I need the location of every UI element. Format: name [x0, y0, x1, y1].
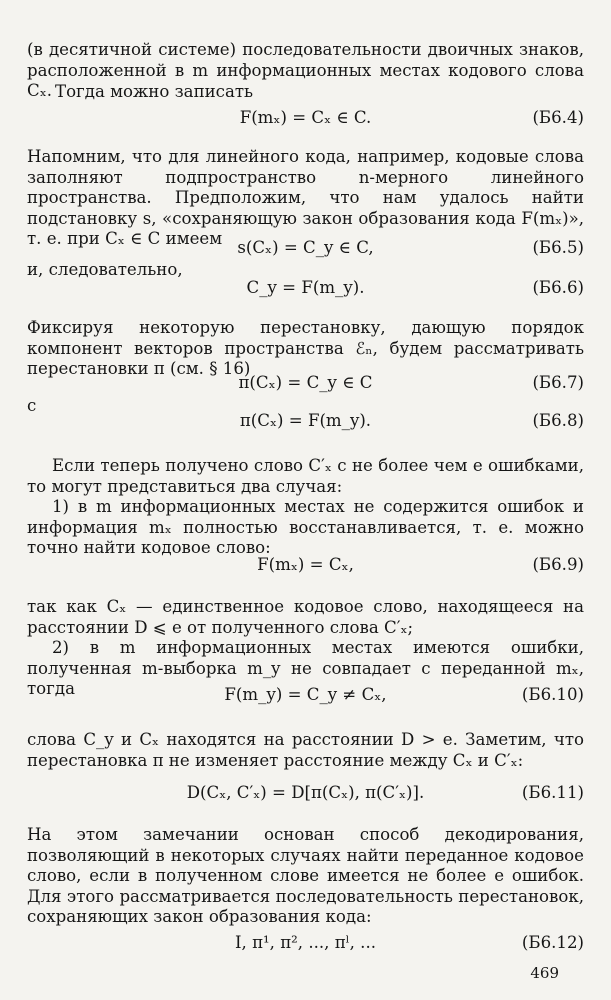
- equation-b6-7: [0, 373, 611, 393]
- equation-number: (Б6.9): [532, 555, 584, 574]
- paragraph-3: Напомним, что для линейного кода, например, кодовые слова заполняют подпространство n-мерного линейного пространства. Предположим, что нам удалось найти подстановку s, «сохраняющую закон образования кода F(mₓ)», т. е. при Cₓ ∈ C имеем: [27, 147, 584, 248]
- equation-b6-8: [0, 411, 611, 431]
- equation-formula: π(Cₓ) = C_y ∈ C: [238, 373, 373, 392]
- paragraph-2: Тогда можно записать: [55, 82, 254, 101]
- paragraph-7: Если теперь получено слово C′ₓ с не более чем e ошибками, то могут представиться два случая:: [27, 456, 584, 496]
- equation-number: (Б6.11): [521, 783, 584, 802]
- equation-formula: F(mₓ) = Cₓ,: [257, 555, 354, 574]
- equation-number: (Б6.6): [532, 278, 584, 297]
- paragraph-6: с: [27, 396, 37, 415]
- page-number: 469: [530, 964, 559, 982]
- paragraph-5: Фиксируя некоторую перестановку, дающую порядок компонент векторов пространства ℰₙ, будем рассматривать перестановки π (см. § 16): [27, 318, 584, 378]
- equation-b6-10: [0, 685, 611, 705]
- equation-b6-5: [0, 238, 611, 258]
- equation-number: (Б6.12): [521, 933, 584, 952]
- equation-number: (Б6.4): [532, 108, 584, 127]
- paragraph-9: так как Cₓ — единственное кодовое слово, находящееся на расстоянии D ⩽ e от полученного слова C′ₓ;: [27, 597, 584, 637]
- paragraph-8: 1) в m информационных местах не содержится ошибок и информация mₓ полностью восстанавливается, т. е. можно точно найти кодовое слово:: [27, 497, 584, 557]
- paragraph-10: 2) в m информационных местах имеются ошибки, полученная m-выборка m_y не совпадает с переданной mₓ, тогда: [27, 638, 584, 698]
- equation-b6-9: [0, 555, 611, 575]
- equation-number: (Б6.7): [532, 373, 584, 392]
- equation-b6-12: [0, 933, 611, 953]
- equation-formula: C_y = F(m_y).: [246, 278, 365, 297]
- equation-formula: F(mₓ) = Cₓ ∈ C.: [239, 108, 372, 127]
- equation-number: (Б6.8): [532, 411, 584, 430]
- equation-b6-6: [0, 278, 611, 298]
- paragraph-11: слова C_y и Cₓ находятся на расстоянии D > e. Заметим, что перестановка π не изменяет расстояние между Cₓ и C′ₓ:: [27, 730, 584, 770]
- equation-b6-4: [0, 108, 611, 128]
- equation-number: (Б6.10): [521, 685, 584, 704]
- equation-number: (Б6.5): [532, 238, 584, 257]
- paragraph-12: На этом замечании основан способ декодирования, позволяющий в некоторых случаях найти переданное кодовое слово, если в полученном слове имеется не более e ошибок. Для этого рассматривается последовательность перестановок, сохраняющих закон образования кода:: [27, 825, 584, 926]
- equation-formula: π(Cₓ) = F(m_y).: [239, 411, 372, 430]
- equation-b6-11: [0, 783, 611, 803]
- equation-formula: I, π¹, π², ..., πˡ, ...: [235, 933, 376, 952]
- equation-formula: D(Cₓ, C′ₓ) = D[π(Cₓ), π(C′ₓ)].: [186, 783, 425, 802]
- paragraph-1: (в десятичной системе) последовательности двоичных знаков, расположенной в m информационных местах кодового слова Cₓ.: [27, 40, 584, 100]
- equation-formula: s(Cₓ) = C_y ∈ C,: [237, 238, 374, 257]
- paragraph-4: и, следовательно,: [27, 260, 183, 279]
- equation-formula: F(m_y) = C_y ≠ Cₓ,: [224, 685, 387, 704]
